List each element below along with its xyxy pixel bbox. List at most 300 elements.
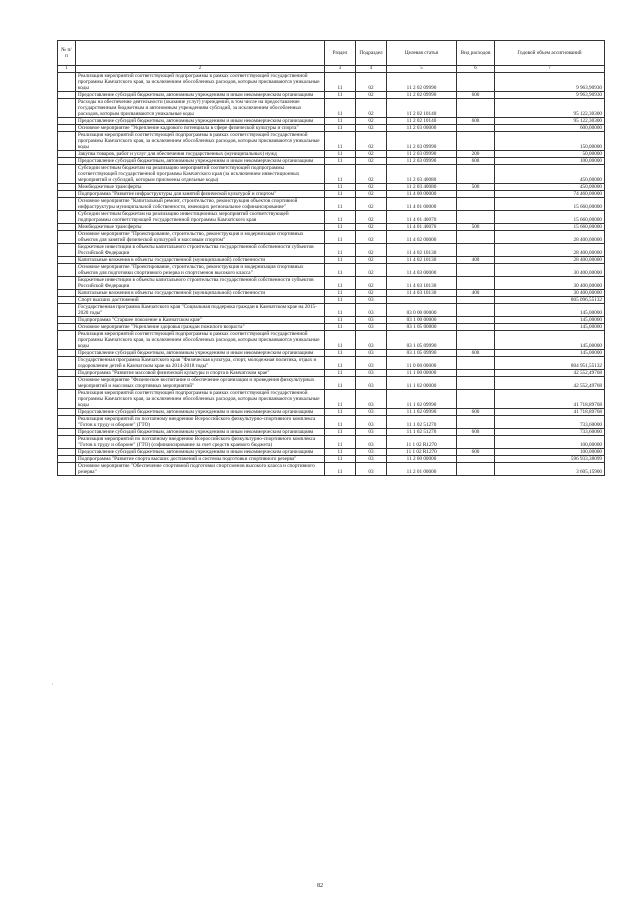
row-number-cell (58, 390, 76, 409)
row-section: 11 (325, 350, 356, 357)
row-annual-amount: 95 122,30300 (495, 118, 605, 125)
row-annual-amount: 42 552,49768 (495, 370, 605, 377)
row-expense-type: 500 (457, 184, 495, 191)
row-description: Основное мероприятие "Капитальный ремонт, строительство, реконструкция объектов спортивной инфраструктуры муниципальной собственности, имеющих региональное софинансирование" (76, 198, 325, 211)
row-annual-amount: 733,60000 (495, 416, 605, 429)
row-target-article: 11 1 02 00000 (387, 377, 457, 390)
row-number-cell (58, 132, 76, 151)
row-number-cell (58, 184, 76, 191)
header-cell: Годовой объем ассигнований (495, 41, 605, 66)
row-section: 11 (325, 264, 356, 277)
row-description: Подпрограмма "Старшее поколение в Камчатском крае" (76, 317, 325, 324)
row-target-article: 11 4 01 00000 (387, 198, 457, 211)
row-section: 11 (325, 92, 356, 99)
row-subsection: 02 (356, 290, 387, 297)
row-subsection: 02 (356, 118, 387, 125)
column-number: 5 (387, 66, 457, 73)
column-number: 6 (457, 66, 495, 73)
row-number-cell (58, 370, 76, 377)
row-section: 11 (325, 409, 356, 416)
row-annual-amount: 596 933,38099 (495, 456, 605, 463)
row-description: Реализация мероприятий соответствующей подпрограммы в рамках соответствующей государственной программы Камчатского края, за исключением обособленных расходов, которым присваиваются уникальные коды (76, 132, 325, 151)
row-number-cell (58, 357, 76, 370)
row-section: 11 (325, 324, 356, 331)
row-expense-type (457, 277, 495, 290)
row-subsection: 02 (356, 211, 387, 224)
row-target-article: 11 1 02 09990 (387, 409, 457, 416)
table-row (58, 184, 605, 191)
table-row (58, 198, 605, 211)
row-target-article (387, 297, 457, 304)
row-target-article: 11 2 00 00000 (387, 456, 457, 463)
row-description: Основное мероприятие "Проектирование, строительство, реконструкция и модернизация спортивных объектов для подготовки спортивного резерва и спортсменов высокого класса" (76, 264, 325, 277)
row-annual-amount: 15 660,00000 (495, 211, 605, 224)
row-target-article: 11 2 03 00000 (387, 125, 457, 132)
row-subsection: 02 (356, 125, 387, 132)
row-description: Субсидии местным бюджетам на реализацию инвестиционных мероприятий соответствующей подпрограммы соответствующей государственной программы Камчатского края (76, 211, 325, 224)
row-target-article: 11 2 02 09990 (387, 92, 457, 99)
table-row (58, 244, 605, 257)
row-target-article: 11 2 02 09990 (387, 73, 457, 92)
table-row (58, 463, 605, 476)
row-description: Подпрограмма "Развитие массовой физической культуры и спорта в Камчатском крае" (76, 370, 325, 377)
row-target-article: 11 4 02 00000 (387, 231, 457, 244)
row-section: 11 (325, 257, 356, 264)
table-row (58, 277, 605, 290)
table-row (58, 231, 605, 244)
row-subsection: 03 (356, 350, 387, 357)
row-annual-amount: 28 400,00000 (495, 244, 605, 257)
row-expense-type: 600 (457, 158, 495, 165)
row-annual-amount: 150,00000 (495, 132, 605, 151)
row-expense-type (457, 377, 495, 390)
row-annual-amount: 450,00000 (495, 184, 605, 191)
row-number-cell (58, 416, 76, 429)
table-row (58, 191, 605, 198)
row-expense-type (457, 165, 495, 184)
row-number-cell (58, 244, 76, 257)
table-row (58, 324, 605, 331)
row-description: Государственная программа Камчатского края "Физическая культура, спорт, молодежная политика, отдых и оздоровление детей в Камчатском крае на 2014-2018 годы" (76, 357, 325, 370)
row-target-article: 11 2 02 10140 (387, 118, 457, 125)
table-row (58, 350, 605, 357)
row-description: Основное мероприятие "Обеспечение спортивной подготовки спортсменов высокого класса и спортивного резерва" (76, 463, 325, 476)
row-section: 11 (325, 416, 356, 429)
table-row (58, 165, 605, 184)
row-number-cell (58, 231, 76, 244)
header-cell: Целевая статья (387, 41, 457, 66)
row-target-article: 11 1 02 09990 (387, 390, 457, 409)
row-description: Основное мероприятие "Физическое воспитание и обеспечение организации и проведения физкультурных мероприятий и массовых спортивных мероприятий" (76, 377, 325, 390)
row-number-cell (58, 317, 76, 324)
row-annual-amount: 804 951,55132 (495, 357, 605, 370)
row-section: 11 (325, 290, 356, 297)
row-annual-amount: 9 963,90930 (495, 92, 605, 99)
row-expense-type (457, 211, 495, 224)
row-subsection: 02 (356, 132, 387, 151)
row-subsection: 02 (356, 224, 387, 231)
row-expense-type (457, 73, 495, 92)
row-description: Подпрограмма "Развитие инфраструктуры для занятий физической культурой и спортом" (76, 191, 325, 198)
row-description: Бюджетные инвестиции в объекты капитального строительства государственной собственности субъектов Российской Федерации (76, 244, 325, 257)
row-description: Реализация мероприятий соответствующей подпрограммы в рамках соответствующей государственной программы Камчатского края, за исключением обособленных расходов, которым присваиваются уникальные коды (76, 73, 325, 92)
row-number-cell (58, 277, 76, 290)
row-annual-amount: 145,00000 (495, 304, 605, 317)
table-row (58, 416, 605, 429)
table-row (58, 317, 605, 324)
row-expense-type (457, 390, 495, 409)
row-section: 11 (325, 184, 356, 191)
row-subsection: 02 (356, 264, 387, 277)
row-target-article: 11 1 02 51270 (387, 429, 457, 436)
row-expense-type: 600 (457, 92, 495, 99)
row-section: 11 (325, 390, 356, 409)
row-subsection: 03 (356, 436, 387, 449)
table-row (58, 224, 605, 231)
row-expense-type (457, 324, 495, 331)
table-row (58, 331, 605, 350)
table-row (58, 211, 605, 224)
row-number-cell (58, 409, 76, 416)
row-number-cell (58, 99, 76, 118)
table-row (58, 377, 605, 390)
row-subsection: 03 (356, 416, 387, 429)
row-annual-amount: 95 122,30300 (495, 99, 605, 118)
row-section: 11 (325, 99, 356, 118)
row-expense-type: 600 (457, 449, 495, 456)
row-number-cell (58, 297, 76, 304)
row-target-article: 03 0 00 00000 (387, 304, 457, 317)
row-target-article: 11 4 02 10130 (387, 257, 457, 264)
budget-table (57, 40, 605, 476)
row-description: Расходы на обеспечение деятельности (оказание услуг) учреждений, в том числе на предоставление государственным бюджетным и автономным учреждениям субсидий, за исключением обособленных расходов, которым присваиваются уникальные коды (76, 99, 325, 118)
header-cell: № п/п (58, 41, 76, 66)
row-section: 11 (325, 224, 356, 231)
table-row (58, 297, 605, 304)
row-number-cell (58, 191, 76, 198)
row-description: Реализация мероприятий по поэтапному внедрению Всероссийского физкультурно-спортивного комплекса "Готов к труду и обороне" (ГТО) (76, 416, 325, 429)
row-description: Основное мероприятие "Проектирование, строительство, реконструкция и модернизация спортивных объектов для занятий физической культурой и массовым спортом" (76, 231, 325, 244)
row-subsection: 03 (356, 297, 387, 304)
row-description: Закупка товаров, работ и услуг для обеспечения государственных (муниципальных) нужд (76, 151, 325, 158)
row-number-cell (58, 211, 76, 224)
row-section: 11 (325, 244, 356, 257)
table-row (58, 99, 605, 118)
row-number-cell (58, 125, 76, 132)
row-section: 11 (325, 297, 356, 304)
row-subsection: 03 (356, 331, 387, 350)
row-section: 11 (325, 277, 356, 290)
row-number-cell (58, 324, 76, 331)
row-number-cell (58, 224, 76, 231)
row-description: Предоставление субсидий бюджетным, автономным учреждениям и иным некоммерческим организациям (76, 118, 325, 125)
row-number-cell (58, 257, 76, 264)
row-subsection: 03 (356, 409, 387, 416)
row-number-cell (58, 304, 76, 317)
row-target-article: 11 4 01 40070 (387, 211, 457, 224)
row-section: 11 (325, 125, 356, 132)
row-target-article: 03 1 05 00000 (387, 324, 457, 331)
row-target-article: 11 2 03 09990 (387, 158, 457, 165)
table-row (58, 158, 605, 165)
row-subsection: 03 (356, 449, 387, 456)
row-expense-type (457, 304, 495, 317)
row-expense-type (457, 264, 495, 277)
row-subsection: 02 (356, 92, 387, 99)
row-number-cell (58, 198, 76, 211)
table-row (58, 118, 605, 125)
row-section: 11 (325, 211, 356, 224)
table-row (58, 290, 605, 297)
row-expense-type (457, 370, 495, 377)
row-description: Реализация мероприятий по поэтапному внедрению Всероссийского физкультурно-спортивного комплекса "Готов к труду и обороне" (ГТО) (софинансирование за счет средств краевого бюджета) (76, 436, 325, 449)
column-number: 2 (76, 66, 325, 73)
row-target-article: 11 4 02 10130 (387, 244, 457, 257)
row-subsection: 02 (356, 73, 387, 92)
row-expense-type: 500 (457, 224, 495, 231)
table-row (58, 357, 605, 370)
table-row (58, 429, 605, 436)
row-annual-amount: 42 552,49768 (495, 377, 605, 390)
row-subsection: 02 (356, 191, 387, 198)
row-number-cell (58, 377, 76, 390)
header-cell (76, 41, 325, 66)
row-expense-type (457, 357, 495, 370)
row-expense-type (457, 463, 495, 476)
row-expense-type: 600 (457, 429, 495, 436)
row-annual-amount: 28 400,00000 (495, 231, 605, 244)
row-subsection: 03 (356, 304, 387, 317)
row-section: 11 (325, 429, 356, 436)
table-row (58, 409, 605, 416)
row-description: Основное мероприятие "Укрепление здоровья граждан пожилого возраста" (76, 324, 325, 331)
table-row (58, 257, 605, 264)
row-subsection: 02 (356, 257, 387, 264)
row-expense-type: 200 (457, 151, 495, 158)
row-target-article: 11 1 02 R1270 (387, 436, 457, 449)
row-description: Межбюджетные трансферты (76, 184, 325, 191)
column-number-row (58, 66, 605, 73)
row-description: Предоставление субсидий бюджетным, автономным учреждениям и иным некоммерческим организациям (76, 92, 325, 99)
table-row (58, 73, 605, 92)
row-section: 11 (325, 231, 356, 244)
table-row (58, 449, 605, 456)
row-description: Межбюджетные трансферты (76, 224, 325, 231)
row-number-cell (58, 449, 76, 456)
row-description: Спорт высших достижений (76, 297, 325, 304)
row-number-cell (58, 118, 76, 125)
row-annual-amount: 600,00000 (495, 125, 605, 132)
row-annual-amount: 100,00000 (495, 158, 605, 165)
row-description: Бюджетные инвестиции в объекты капитального строительства государственной собственности субъектов Российской Федерации (76, 277, 325, 290)
row-section: 11 (325, 436, 356, 449)
row-annual-amount: 41 718,89768 (495, 409, 605, 416)
row-target-article: 11 2 03 40080 (387, 184, 457, 191)
row-expense-type (457, 125, 495, 132)
row-expense-type: 600 (457, 118, 495, 125)
column-number: 4 (356, 66, 387, 73)
page-number: 82 (317, 883, 323, 889)
row-subsection: 03 (356, 463, 387, 476)
column-number: 7 (495, 66, 605, 73)
row-annual-amount: 15 660,00000 (495, 198, 605, 211)
row-annual-amount: 15 660,00000 (495, 224, 605, 231)
table-row (58, 436, 605, 449)
row-subsection: 02 (356, 151, 387, 158)
row-annual-amount: 30 400,00000 (495, 264, 605, 277)
row-annual-amount: 50,00000 (495, 151, 605, 158)
row-subsection: 03 (356, 377, 387, 390)
header-cell: Подраздел (356, 41, 387, 66)
row-subsection: 03 (356, 317, 387, 324)
header-cell: Вид расходов (457, 41, 495, 66)
row-target-article: 11 4 03 10130 (387, 277, 457, 290)
margin-mark: ' (52, 684, 53, 689)
table-row (58, 304, 605, 317)
row-expense-type (457, 231, 495, 244)
table-row (58, 390, 605, 409)
row-subsection: 02 (356, 184, 387, 191)
row-annual-amount: 733,60000 (495, 429, 605, 436)
row-target-article: 11 4 00 00000 (387, 191, 457, 198)
row-description: Подпрограмма "Развитие спорта высших достижений и системы подготовки спортивного резерва" (76, 456, 325, 463)
row-description: Реализация мероприятий соответствующей подпрограммы в рамках соответствующей государственной программы Камчатского края, за исключением обособленных расходов, которым присваиваются уникальные коды (76, 331, 325, 350)
row-target-article: 03 1 05 09990 (387, 331, 457, 350)
row-subsection: 02 (356, 244, 387, 257)
row-subsection: 03 (356, 357, 387, 370)
row-target-article: 11 2 03 09990 (387, 151, 457, 158)
row-number-cell (58, 92, 76, 99)
column-number: 3 (325, 66, 356, 73)
row-annual-amount: 100,00000 (495, 436, 605, 449)
row-number-cell (58, 165, 76, 184)
row-annual-amount: 9 963,90930 (495, 73, 605, 92)
row-expense-type: 400 (457, 290, 495, 297)
row-annual-amount: 3 605,15900 (495, 463, 605, 476)
row-annual-amount: 28 400,00000 (495, 257, 605, 264)
header-cell: Раздел (325, 41, 356, 66)
row-description: Предоставление субсидий бюджетным, автономным учреждениям и иным некоммерческим организациям (76, 409, 325, 416)
row-number-cell (58, 331, 76, 350)
row-expense-type (457, 416, 495, 429)
row-section: 11 (325, 191, 356, 198)
row-target-article: 11 1 02 51270 (387, 416, 457, 429)
row-description: Предоставление субсидий бюджетным, автономным учреждениям и иным некоммерческим организациям (76, 350, 325, 357)
row-description: Капитальные вложения в объекты государственной (муниципальной) собственности (76, 290, 325, 297)
row-section: 11 (325, 357, 356, 370)
row-number-cell (58, 456, 76, 463)
column-number: 1 (58, 66, 76, 73)
row-section: 11 (325, 198, 356, 211)
row-expense-type (457, 317, 495, 324)
row-description: Основное мероприятие "Укрепление кадрового потенциала в сфере физической культуры и спорта" (76, 125, 325, 132)
row-expense-type (457, 436, 495, 449)
row-subsection: 02 (356, 198, 387, 211)
row-subsection: 03 (356, 324, 387, 331)
row-description: Реализация мероприятий соответствующей подпрограммы в рамках соответствующей государственной программы Камчатского края, за исключением обособленных расходов, которым присваиваются уникальные коды (76, 390, 325, 409)
row-section: 11 (325, 118, 356, 125)
row-description: Капитальные вложения в объекты государственной (муниципальной) собственности (76, 257, 325, 264)
row-target-article: 11 2 01 00000 (387, 463, 457, 476)
row-annual-amount: 100,00000 (495, 449, 605, 456)
table-row (58, 125, 605, 132)
row-annual-amount: 450,00000 (495, 165, 605, 184)
row-subsection: 02 (356, 231, 387, 244)
table-row (58, 264, 605, 277)
row-expense-type (457, 99, 495, 118)
row-annual-amount: 30 400,00000 (495, 277, 605, 290)
table-row (58, 92, 605, 99)
row-expense-type: 400 (457, 257, 495, 264)
row-target-article: 11 1 02 R1270 (387, 449, 457, 456)
row-target-article: 11 4 01 40070 (387, 224, 457, 231)
row-annual-amount: 145,00000 (495, 350, 605, 357)
row-expense-type (457, 297, 495, 304)
row-expense-type (457, 191, 495, 198)
row-section: 11 (325, 370, 356, 377)
row-subsection: 02 (356, 99, 387, 118)
row-number-cell (58, 290, 76, 297)
row-section: 11 (325, 151, 356, 158)
table-row (58, 132, 605, 151)
row-target-article: 11 2 02 10140 (387, 99, 457, 118)
row-subsection: 03 (356, 390, 387, 409)
row-number-cell (58, 73, 76, 92)
row-subsection: 02 (356, 277, 387, 290)
row-section: 11 (325, 132, 356, 151)
row-target-article: 03 1 00 00000 (387, 317, 457, 324)
row-subsection: 03 (356, 370, 387, 377)
row-section: 11 (325, 456, 356, 463)
row-number-cell (58, 429, 76, 436)
row-section: 11 (325, 73, 356, 92)
table-row (58, 456, 605, 463)
row-target-article: 11 4 03 10130 (387, 290, 457, 297)
row-annual-amount: 145,00000 (495, 331, 605, 350)
row-annual-amount: 41 718,89768 (495, 390, 605, 409)
row-target-article: 11 1 00 00000 (387, 370, 457, 377)
row-subsection: 02 (356, 158, 387, 165)
row-expense-type (457, 331, 495, 350)
row-expense-type: 600 (457, 350, 495, 357)
row-expense-type (457, 244, 495, 257)
row-target-article: 03 1 05 09990 (387, 350, 457, 357)
row-section: 11 (325, 304, 356, 317)
row-annual-amount: 74 460,00000 (495, 191, 605, 198)
table-row (58, 151, 605, 158)
row-description: Субсидии местным бюджетам на реализацию мероприятий соответствующей подпрограммы соответствующей государственной программы Камчатского края (за исключением инвестиционных мероприятий и субсидий, которым присвоены отдельные коды) (76, 165, 325, 184)
row-description: Государственная программа Камчатского края "Социальная поддержка граждан в Камчатском крае на 2015-2020 годы" (76, 304, 325, 317)
table-header-row (58, 41, 605, 66)
row-number-cell (58, 158, 76, 165)
row-section: 11 (325, 158, 356, 165)
row-annual-amount: 30 400,00000 (495, 290, 605, 297)
row-description: Предоставление субсидий бюджетным, автономным учреждениям и иным некоммерческим организациям (76, 429, 325, 436)
row-subsection: 02 (356, 165, 387, 184)
row-target-article: 11 2 03 09990 (387, 132, 457, 151)
row-description: Предоставление субсидий бюджетным, автономным учреждениям и иным некоммерческим организациям (76, 449, 325, 456)
row-description: Предоставление субсидий бюджетным, автономным учреждениям и иным некоммерческим организациям (76, 158, 325, 165)
row-target-article: 11 0 00 00000 (387, 357, 457, 370)
row-expense-type (457, 456, 495, 463)
row-number-cell (58, 436, 76, 449)
row-section: 11 (325, 463, 356, 476)
row-expense-type: 600 (457, 409, 495, 416)
row-number-cell (58, 151, 76, 158)
row-section: 11 (325, 377, 356, 390)
row-number-cell (58, 264, 76, 277)
row-number-cell (58, 463, 76, 476)
